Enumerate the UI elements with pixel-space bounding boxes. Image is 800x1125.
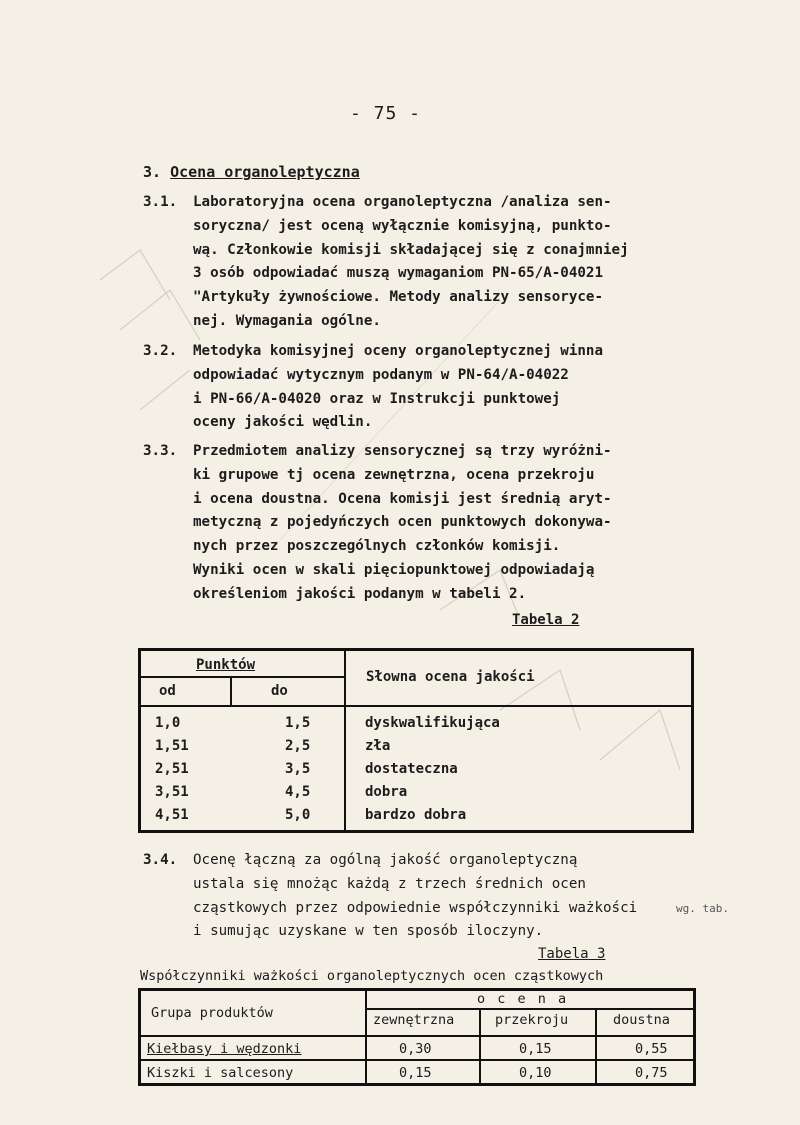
table-cell: 1,0 <box>155 715 181 731</box>
table-divider <box>230 678 232 705</box>
page-number: - 75 - <box>350 103 422 124</box>
table-cell: 0,30 <box>399 1041 432 1057</box>
table-3-caption: Współczynniki ważkości organoleptycznych ocen cząstkowych <box>140 968 604 984</box>
table-divider <box>141 1035 693 1037</box>
paragraph-number: 3.4. <box>143 852 178 868</box>
paragraph-line: "Artykuły żywnościowe. Metody analizy sensoryce- <box>193 289 603 306</box>
table-cell: 4,51 <box>155 807 189 823</box>
table-cell: 2,51 <box>155 761 189 777</box>
table-cell: 0,10 <box>519 1065 552 1081</box>
column-header-product-group: Grupa produktów <box>151 1005 273 1021</box>
paragraph-3-3 <box>143 440 612 607</box>
column-header-description: Słowna ocena jakości <box>366 669 535 685</box>
table-divider <box>344 651 346 830</box>
paragraph-line: cząstkowych przez odpowiednie współczynniki ważkości <box>193 899 638 916</box>
section-title: Ocena organoleptyczna <box>170 163 360 181</box>
paragraph-line: określeniom jakości podanym w tabeli 2. <box>193 585 527 602</box>
paragraph-line: wą. Członkowie komisji składającej się z conajmniej <box>193 241 629 258</box>
column-group-header: o c e n a <box>477 991 569 1007</box>
table-cell: dostateczna <box>365 761 458 777</box>
paragraph-3-2 <box>143 340 603 435</box>
paragraph-number: 3.2. <box>143 343 178 359</box>
paragraph-line: Przedmiotem analizy sensorycznej są trzy wyróżni- <box>193 443 612 459</box>
table-3-label: Tabela 3 <box>538 946 606 962</box>
paragraph-line: oceny jakości wędlin. <box>193 414 373 431</box>
column-header-from: od <box>159 683 176 699</box>
table-divider <box>479 1010 481 1083</box>
paragraph-line: i ocena doustna. Ocena komisji jest średnią aryt- <box>193 490 612 507</box>
column-header-cross-section: przekroju <box>495 1012 569 1028</box>
table-2 <box>138 648 694 833</box>
paragraph-line: odpowiadać wytycznym podanym w PN-64/A-04022 <box>193 366 569 383</box>
table-cell: Kiszki i salcesony <box>147 1065 294 1081</box>
table-divider <box>141 1059 693 1061</box>
paragraph-3-4 <box>143 849 637 944</box>
table-divider <box>365 991 367 1083</box>
paragraph-line: Metodyka komisyjnej oceny organoleptycznej winna <box>193 343 603 359</box>
table-divider <box>595 1010 597 1083</box>
paragraph-number: 3.3. <box>143 443 178 459</box>
paragraph-3-1 <box>143 191 629 334</box>
table-cell: 0,75 <box>635 1065 668 1081</box>
table-cell: bardzo dobra <box>365 807 467 823</box>
paragraph-line: 3 osób odpowiadać muszą wymaganiom PN-65/A-04021 <box>193 265 603 282</box>
table-cell: dobra <box>365 784 408 800</box>
paragraph-line: nych przez poszczególnych członków komisji. <box>193 538 561 555</box>
paragraph-line: ustala się mnożąc każdą z trzech średnich ocen <box>193 875 586 892</box>
table-3 <box>138 988 696 1086</box>
table-cell: 2,5 <box>285 738 311 754</box>
paragraph-number: 3.1. <box>143 194 178 210</box>
paragraph-line: Laboratoryjna ocena organoleptyczna /analiza sen- <box>193 194 612 210</box>
column-group-header: Punktów <box>196 657 256 673</box>
table-cell: 4,5 <box>285 784 311 800</box>
section-heading <box>143 163 360 181</box>
table-cell: 0,15 <box>399 1065 432 1081</box>
table-divider <box>141 676 344 678</box>
column-header-to: do <box>271 683 288 699</box>
table-cell: Kiełbasy i wędzonki <box>147 1041 302 1057</box>
table-cell: 5,0 <box>285 807 311 823</box>
table-cell: 3,5 <box>285 761 311 777</box>
table-divider <box>141 705 691 707</box>
table-cell: dyskwalifikująca <box>365 715 500 731</box>
section-number: 3. <box>143 163 162 181</box>
paragraph-line: nej. Wymagania ogólne. <box>193 312 381 329</box>
handwritten-margin-note: wg. tab. <box>676 902 729 915</box>
table-cell: 1,51 <box>155 738 189 754</box>
table-cell: zła <box>365 738 391 754</box>
paragraph-line: Ocenę łączną za ogólną jakość organoleptyczną <box>193 852 578 868</box>
paragraph-line: Wyniki ocen w skali pięciopunktowej odpowiadają <box>193 561 595 578</box>
table-cell: 0,55 <box>635 1041 668 1057</box>
table-cell: 1,5 <box>285 715 311 731</box>
table-divider <box>365 1008 693 1010</box>
table-2-label: Tabela 2 <box>512 612 580 628</box>
column-header-external: zewnętrzna <box>373 1012 455 1028</box>
column-header-oral: doustna <box>613 1012 670 1028</box>
paragraph-line: soryczna/ jest oceną wyłącznie komisyjną, punkto- <box>193 217 612 234</box>
paragraph-line: metyczną z pojedyńczych ocen punktowych dokonywa- <box>193 514 612 531</box>
table-cell: 0,15 <box>519 1041 552 1057</box>
table-cell: 3,51 <box>155 784 189 800</box>
paragraph-line: i PN-66/A-04020 oraz w Instrukcji punktowej <box>193 390 561 407</box>
paragraph-line: i sumując uzyskane w ten sposób iloczyny. <box>193 923 544 940</box>
paragraph-line: ki grupowe tj ocena zewnętrzna, ocena przekroju <box>193 466 595 483</box>
